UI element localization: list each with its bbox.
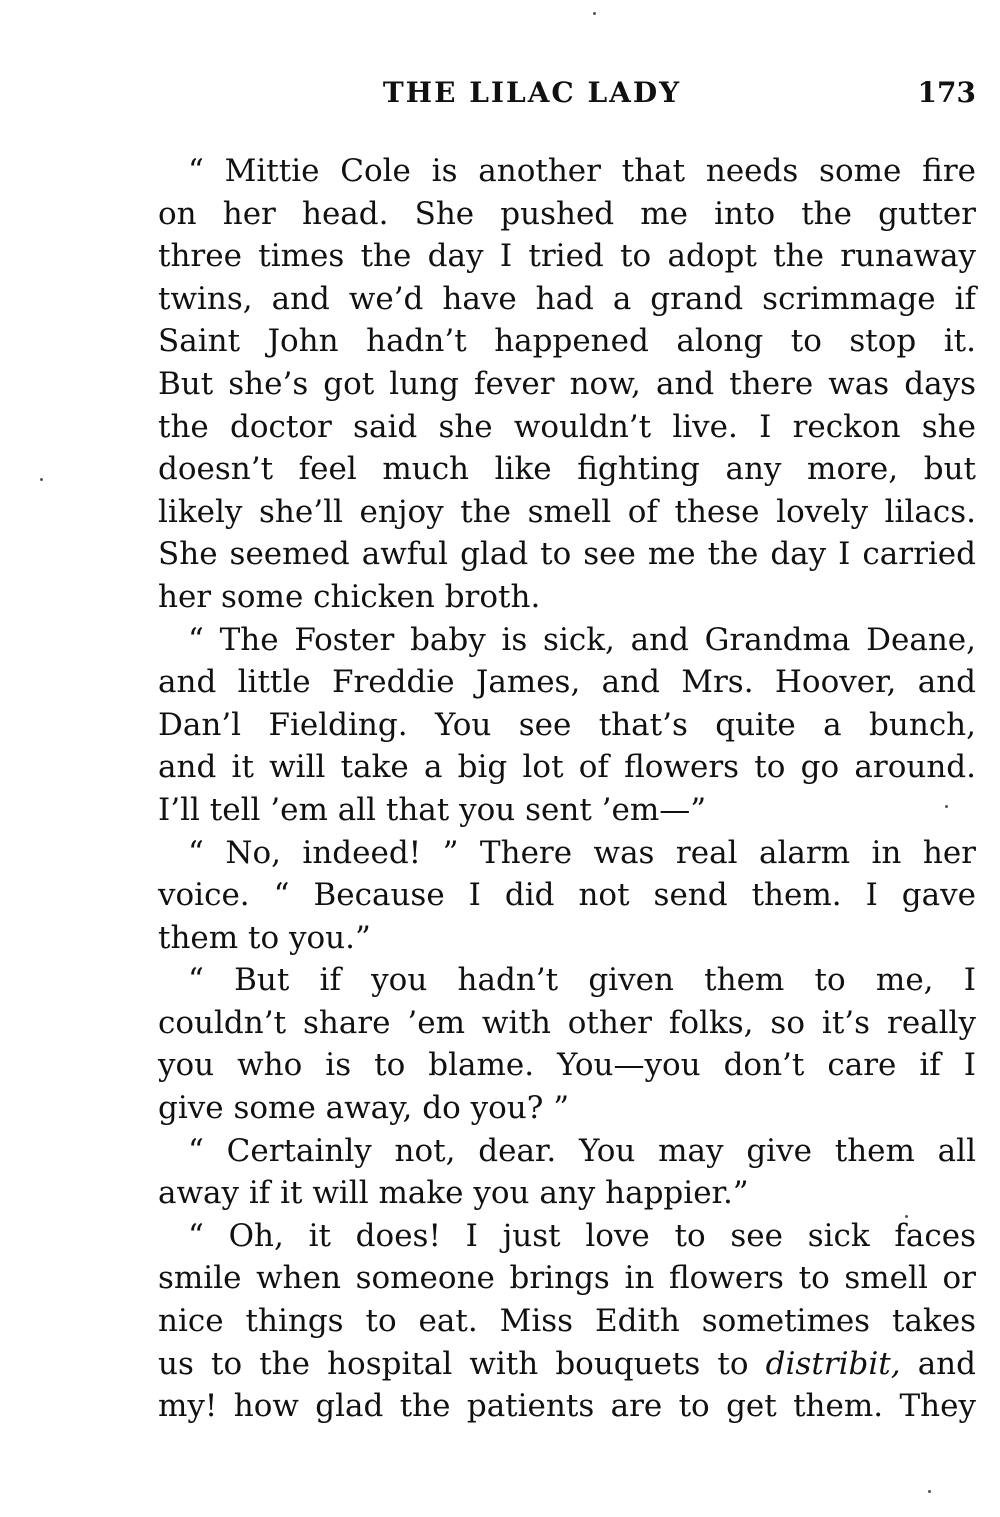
text-line: doesn’t feel much like fighting any more, but	[158, 451, 976, 488]
text-line: and it will take a big lot of flowers to go around.	[158, 749, 976, 786]
text-line: I’ll tell ’em all that you sent ’em—”	[158, 791, 707, 828]
text-line: on her head. She pushed me into the gutter	[158, 195, 976, 232]
running-head	[158, 76, 976, 116]
text-segment: and	[917, 1345, 976, 1382]
page-number: 173	[917, 76, 976, 109]
text-line: three times the day I tried to adopt the runaway	[158, 238, 976, 275]
text-line: you who is to blame. You—you don’t care if I	[158, 1047, 976, 1084]
text-line: them to you.”	[158, 919, 371, 956]
text-line: my! how glad the patients are to get them. They	[158, 1388, 976, 1425]
text-line: nice things to eat. Miss Edith sometimes takes	[158, 1303, 976, 1340]
text-line	[158, 1343, 976, 1386]
paper-speck	[905, 1215, 908, 1218]
text-line: “ The Foster baby is sick, and Grandma Deane,	[188, 621, 976, 658]
text-line: give some away, do you? ”	[158, 1090, 570, 1127]
text-line: But she’s got lung fever now, and there was days	[158, 365, 976, 402]
text-segment: us to the hospital with bouquets to	[158, 1345, 749, 1382]
italic-word: distribit,	[765, 1345, 901, 1382]
text-line: voice. “ Because I did not send them. I gave	[158, 877, 976, 914]
text-line: “ Certainly not, dear. You may give them all	[188, 1132, 976, 1169]
text-line: Saint John hadn’t happened along to stop it.	[158, 323, 976, 360]
body-text	[158, 150, 976, 1428]
running-title: THE LILAC LADY	[382, 76, 682, 109]
text-line: smile when someone brings in flowers to smell or	[158, 1260, 976, 1297]
text-line: Dan’l Fielding. You see that’s quite a bunch,	[158, 706, 976, 743]
text-line: “ Mittie Cole is another that needs some fire	[188, 153, 976, 189]
text-line: and little Freddie James, and Mrs. Hoover, and	[158, 664, 976, 701]
text-line: couldn’t share ’em with other folks, so it’s really	[158, 1004, 976, 1041]
paper-speck	[40, 478, 43, 481]
text-line: away if it will make you any happier.”	[158, 1175, 749, 1212]
text-line: twins, and we’d have had a grand scrimmage if	[158, 280, 976, 317]
text-line: “ But if you hadn’t given them to me, I	[188, 962, 976, 999]
paper-speck	[945, 805, 948, 808]
text-line: “ No, indeed! ” There was real alarm in her	[188, 834, 976, 871]
paper-speck	[593, 12, 596, 15]
text-line: She seemed awful glad to see me the day I carried	[158, 536, 976, 573]
text-line: likely she’ll enjoy the smell of these lovely lilacs.	[158, 493, 976, 530]
paper-speck	[928, 1490, 931, 1493]
text-line: her some chicken broth.	[158, 578, 541, 615]
text-line: the doctor said she wouldn’t live. I reckon she	[158, 408, 976, 445]
text-line: “ Oh, it does! I just love to see sick faces	[188, 1217, 976, 1254]
